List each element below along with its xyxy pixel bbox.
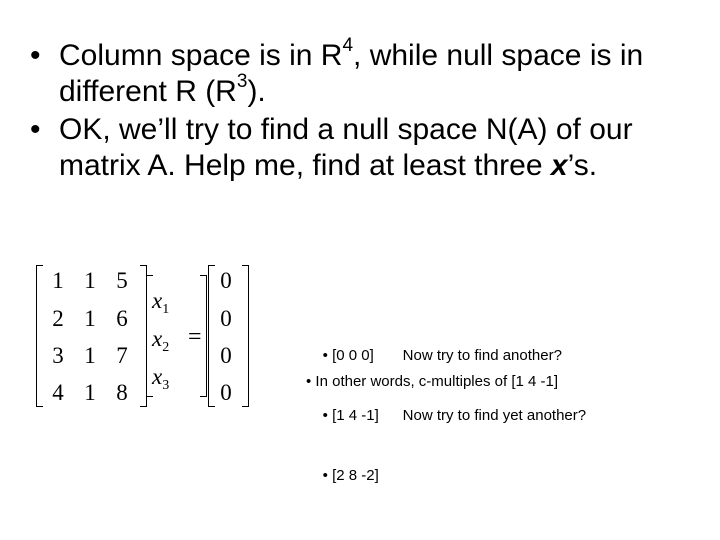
matrix-cell: 1 xyxy=(84,306,96,331)
matrix-cell: 1 xyxy=(84,343,96,368)
bullet-list xyxy=(30,35,700,186)
zero-vector-right-bracket xyxy=(242,265,249,407)
vector-entry: $x_2$ xyxy=(152,326,170,355)
matrix-equation xyxy=(36,263,256,411)
matrix-cell: 2 xyxy=(52,306,64,331)
vector-entry: $x_3$ xyxy=(152,364,170,393)
zero-entry: 0 xyxy=(220,343,232,368)
bullet-text: OK, we’ll try to find a null space N(A) of our matrix A. Help me, find at least three xyxy=(59,113,633,182)
matrix-cell: 8 xyxy=(116,380,128,405)
answer-comment: Now try to find yet another? xyxy=(402,407,587,424)
zero-entry: 0 xyxy=(220,380,232,405)
bullet-text: ). xyxy=(247,75,266,108)
bold-italic-x: x xyxy=(550,149,568,182)
matrix-cell: 1 xyxy=(52,268,64,293)
conclusion-text: • In other words, c-multiples of [1 4 -1] xyxy=(306,373,559,390)
bullet-item-null-space xyxy=(30,112,700,184)
matrix-left-bracket xyxy=(36,265,43,407)
bullet-text: Column space is in R xyxy=(59,39,343,72)
bullet-item-column-space xyxy=(30,35,700,110)
zero-entry: 0 xyxy=(220,306,232,331)
matrix-cell: 7 xyxy=(116,343,128,368)
matrix-cell: 6 xyxy=(116,306,128,331)
answer-row xyxy=(306,326,586,364)
bullet-text: ’s. xyxy=(567,149,598,182)
bullet-text: , while null space is in different R (R xyxy=(59,39,644,108)
zero-vector-left-bracket xyxy=(208,265,215,407)
bullet-dot: • xyxy=(30,39,41,72)
superscript: 4 xyxy=(342,35,354,56)
matrix-cell: 4 xyxy=(52,380,64,405)
bullet-dot: • xyxy=(30,113,41,146)
matrix-cell: 1 xyxy=(84,268,96,293)
superscript: 3 xyxy=(236,71,248,92)
zero-entry: 0 xyxy=(220,268,232,293)
answer-vector: • [2 8 -2] xyxy=(322,467,379,484)
matrix-cell: 5 xyxy=(116,268,128,293)
matrix-cell: 1 xyxy=(84,380,96,405)
answer-row xyxy=(306,446,586,484)
matrix-cell: 3 xyxy=(52,343,64,368)
answer-comment: Now try to find another? xyxy=(402,347,562,364)
answer-vector: • [1 4 -1] xyxy=(322,407,379,424)
answer-vector: • [0 0 0] xyxy=(322,347,374,364)
vector-entry: $x_1$ xyxy=(152,288,170,317)
equals-sign: = xyxy=(188,324,202,350)
